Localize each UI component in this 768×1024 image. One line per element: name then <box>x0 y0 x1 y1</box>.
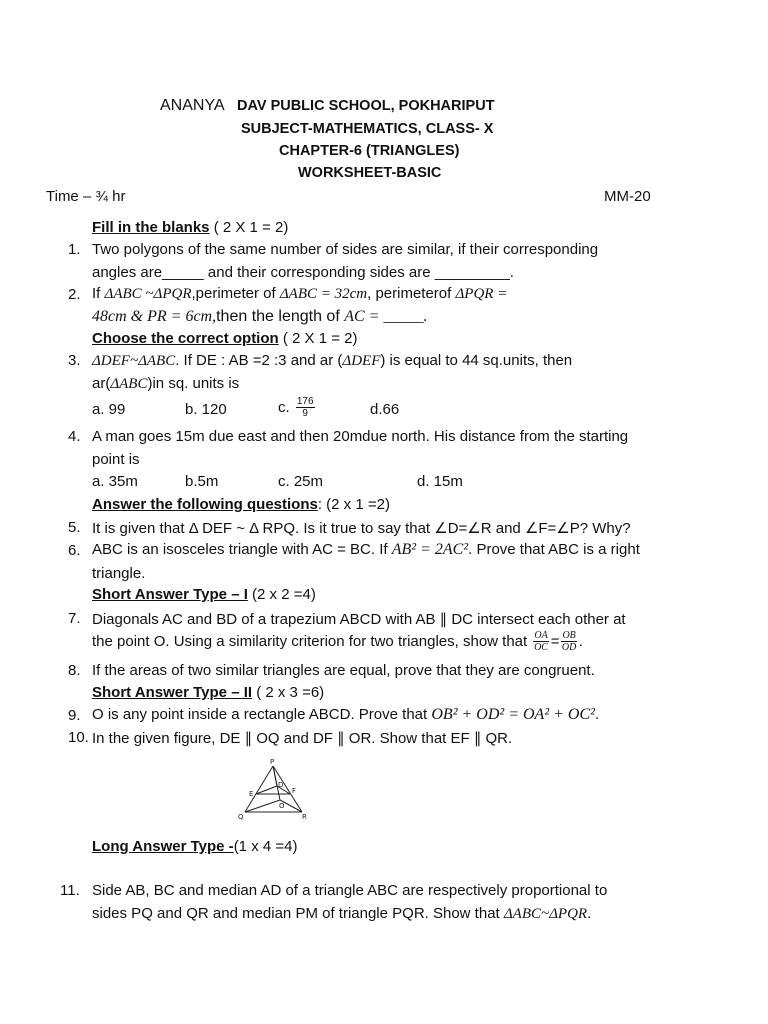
q4-option-b: b.5m <box>185 473 219 490</box>
question-number: 2. <box>68 286 81 303</box>
question-number: 6. <box>68 542 81 559</box>
section-marks: ( 2 x 3 =6) <box>252 684 325 701</box>
question-5-text: It is given that Δ DEF ~ Δ RPQ. Is it true to say that ∠D=∠R and ∠F=∠P? Why? <box>92 520 631 537</box>
triangle-figure <box>228 756 308 826</box>
question-number: 5. <box>68 519 81 536</box>
q3-text: )in sq. units is <box>147 375 240 392</box>
school-name: DAV PUBLIC SCHOOL, POKHARIPUT <box>237 98 495 114</box>
question-number: 8. <box>68 662 81 679</box>
label-q: Q <box>238 813 244 821</box>
question-6-line-2: triangle. <box>92 565 146 582</box>
question-2-line-1 <box>92 285 507 303</box>
section-title: Answer the following questions <box>92 496 318 513</box>
section-title: Fill in the blanks <box>92 219 210 236</box>
question-3-line-2 <box>92 375 239 393</box>
fraction-denominator: OC <box>534 642 548 653</box>
q9-math: OB² + OD² = OA² + OC² <box>431 706 595 723</box>
q2-math: AC = _____. <box>344 308 428 325</box>
label-p: P <box>270 758 275 766</box>
question-11-line-1: Side AB, BC and median AD of a triangle ABC are respectively proportional to <box>92 882 608 899</box>
section-marks: ( 2 X 1 = 2) <box>278 330 358 347</box>
q2-text: , perimeterof <box>367 285 456 302</box>
fraction-denominator: 9 <box>302 408 308 419</box>
q3-option-a: a. 99 <box>92 401 126 418</box>
time-label: Time – ¾ hr <box>46 188 126 205</box>
q2-text: ,perimeter of <box>191 285 280 302</box>
q7-period: . <box>578 633 583 650</box>
section-title: Short Answer Type – I <box>92 586 248 603</box>
question-number: 3. <box>68 352 81 369</box>
q6-math: AB² = 2AC² <box>391 541 469 558</box>
question-number: 4. <box>68 428 81 445</box>
section-marks: : (2 x 1 =2) <box>317 496 390 513</box>
section-marks: (1 x 4 =4) <box>233 838 298 855</box>
question-number: 10. <box>68 729 89 746</box>
q3-text: ) is equal to 44 sq.units, then <box>380 352 573 369</box>
fraction-denominator: OD <box>561 642 577 653</box>
q2-text: then the length of <box>216 308 345 325</box>
q3-math: ΔDEF~ΔABC <box>92 353 176 369</box>
section-title: Choose the correct option <box>92 330 279 347</box>
q9-text: O is any point inside a rectangle ABCD. Prove that <box>92 706 432 723</box>
q9-text: . <box>594 706 600 723</box>
label-f: F <box>292 787 297 795</box>
question-3-line-1 <box>92 352 572 370</box>
q4-option-c: c. 25m <box>278 473 324 490</box>
q11-math: ΔABC~ΔPQR <box>503 906 588 922</box>
question-10-text: In the given figure, DE ∥ OQ and DF ∥ OR. Show that EF ∥ QR. <box>92 730 513 747</box>
q7-equals: = <box>550 633 560 650</box>
section-marks: (2 x 2 =4) <box>247 586 316 603</box>
question-1-line-2: angles are_____ and their corresponding sides are _________. <box>92 264 514 281</box>
q3-option-d: d.66 <box>370 401 400 418</box>
student-name: ANANYA <box>160 97 225 114</box>
q3-math: ΔABC <box>110 376 148 392</box>
section-fill-blanks <box>92 219 288 236</box>
q3-math: ΔDEF <box>342 353 381 369</box>
q3-option-b: b. 120 <box>185 401 227 418</box>
q2-math: ΔABC = 32cm <box>279 286 368 302</box>
question-7-line-1: Diagonals AC and BD of a trapezium ABCD with AB ∥ DC intersect each other at <box>92 611 626 628</box>
q6-text: ABC is an isosceles triangle with AC = BC. If <box>92 541 392 558</box>
fraction-numerator: 176 <box>296 396 314 407</box>
q2-math: 48cm & PR = 6cm, <box>92 308 217 325</box>
subject-line: SUBJECT-MATHEMATICS, CLASS- X <box>241 121 494 137</box>
chapter-line: CHAPTER-6 (TRIANGLES) <box>279 143 460 159</box>
q3-option-c <box>278 396 317 419</box>
section-title: Long Answer Type - <box>92 838 234 855</box>
question-4-line-2: point is <box>92 451 140 468</box>
q4-option-a: a. 35m <box>92 473 138 490</box>
question-9-text <box>92 706 599 724</box>
question-7-line-2 <box>92 630 583 653</box>
max-marks-label: MM-20 <box>604 188 651 205</box>
question-2-line-2 <box>92 308 427 326</box>
q7-fraction-1 <box>533 630 548 653</box>
q2-math: ΔABC ~ΔPQR <box>104 286 192 302</box>
question-number: 1. <box>68 241 81 258</box>
label-r: R <box>302 813 307 821</box>
q11-text: . <box>587 905 592 922</box>
question-6-line-1 <box>92 541 640 559</box>
worksheet-line: WORKSHEET-BASIC <box>298 165 442 181</box>
question-1-line-1: Two polygons of the same number of sides are similar, if their corresponding <box>92 241 599 258</box>
question-8-text: If the areas of two similar triangles are equal, prove that they are congruent. <box>92 662 595 679</box>
fraction-numerator: OA <box>534 630 548 641</box>
label-o: O <box>279 802 285 810</box>
q3-option-c-label: c. <box>278 399 290 416</box>
section-marks: ( 2 X 1 = 2) <box>209 219 289 236</box>
label-e: E <box>249 790 254 798</box>
section-short-answer-2 <box>92 684 324 701</box>
q3-text: . If DE : AB =2 :3 and ar ( <box>175 352 343 369</box>
label-d: D <box>278 781 284 789</box>
section-choose-option <box>92 330 357 347</box>
q4-option-d: d. 15m <box>417 473 463 490</box>
q2-text: If <box>92 285 105 302</box>
q7-fraction-2 <box>561 630 576 653</box>
question-11-line-2 <box>92 905 591 923</box>
section-long-answer <box>92 838 297 855</box>
fraction-numerator: OB <box>562 630 576 641</box>
section-title: Short Answer Type – II <box>92 684 253 701</box>
section-answer-questions <box>92 496 390 513</box>
question-4-line-1: A man goes 15m due east and then 20mdue north. His distance from the starting <box>92 428 629 445</box>
section-short-answer-1 <box>92 586 316 603</box>
q3-option-c-fraction <box>296 396 315 419</box>
q11-text: sides PQ and QR and median PM of triangle PQR. Show that <box>92 905 504 922</box>
q3-text: ar( <box>92 375 111 392</box>
question-number: 7. <box>68 610 81 627</box>
q6-text: . Prove that ABC is a right <box>468 541 640 558</box>
q7-text: the point O. Using a similarity criterion for two triangles, show that <box>92 633 532 650</box>
q2-math: ΔPQR = <box>455 286 508 302</box>
question-number: 11. <box>60 882 80 899</box>
question-number: 9. <box>68 707 81 724</box>
